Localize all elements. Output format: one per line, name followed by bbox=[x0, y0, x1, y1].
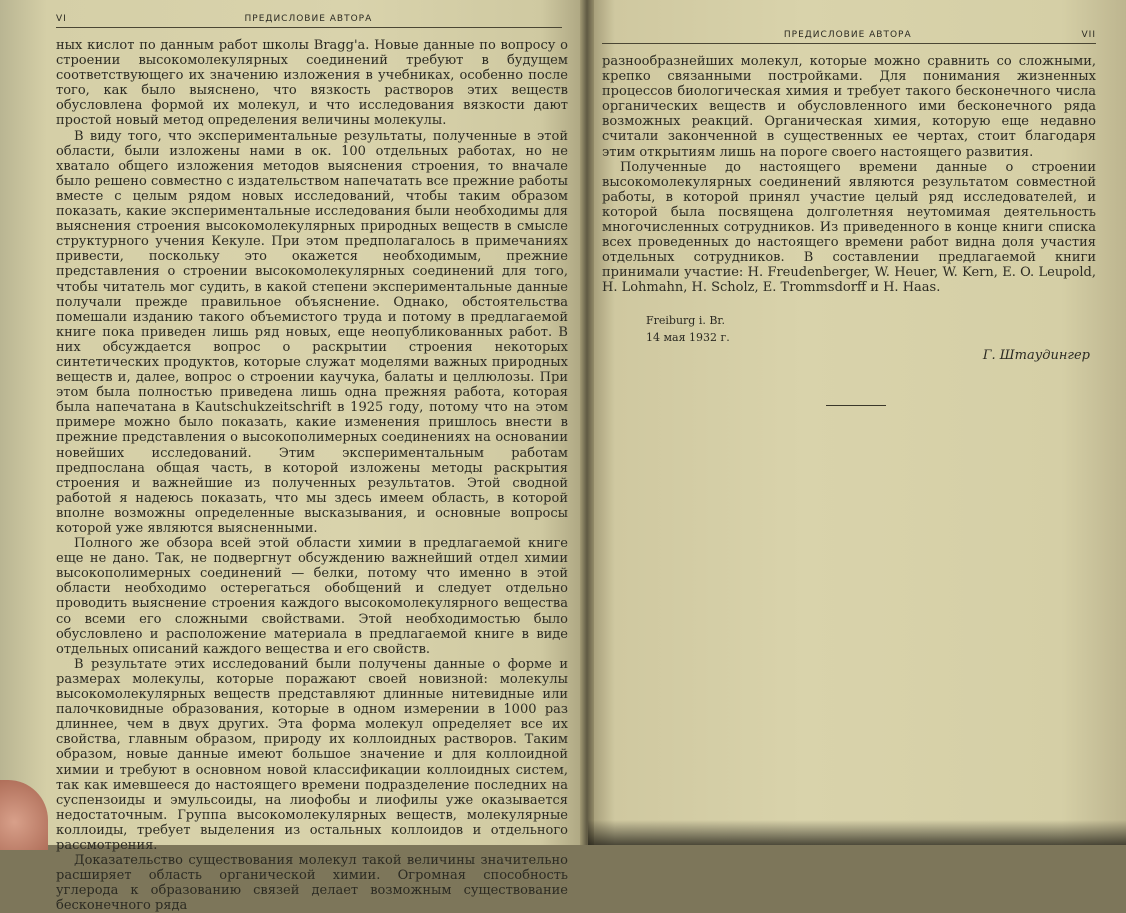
left-body-text bbox=[56, 38, 568, 913]
page-edge-shadow bbox=[588, 820, 1126, 845]
right-running-head bbox=[602, 30, 1096, 44]
book-spine bbox=[580, 0, 594, 845]
right-page-number: VII bbox=[1081, 30, 1096, 40]
right-running-title: ПРЕДИСЛОВИЕ АВТОРА bbox=[783, 30, 912, 40]
left-paragraph-3: Полного же обзора всей этой области химии в предлагаемой книге еще не дано. Так, не подвергнут обсуждению важнейший отдел химии высокополимерных соединений — белки, потому что именно в этой области необходимо остерегаться обобщений и следует отдельно проводить выяснение строения каждого высокомолекулярного вещества со всеми его сложными свойствами. Этой необходимостью было обусловлено и расположение материала в предлагаемой книге в виде отдельных описаний каждого вещества и его свойств. bbox=[56, 536, 568, 657]
right-body-text bbox=[596, 54, 1096, 296]
left-page-number: VI bbox=[56, 14, 67, 24]
right-page bbox=[588, 0, 1126, 845]
left-paragraph-5: Доказательство существования молекул такой величины значительно расширяет область органической химии. Огромная способность углерода к образованию связей делает возможным существование бесконечного ряда bbox=[56, 853, 568, 913]
signoff-block bbox=[596, 312, 1096, 346]
signoff-place: Freiburg i. Br. bbox=[646, 313, 725, 327]
signoff-date: 14 мая 1932 г. bbox=[646, 330, 730, 344]
left-paragraph-4: В результате этих исследований были получены данные о форме и размерах молекулы, которые поражают своей новизной: молекулы высокомолекулярных веществ представляют длинные нитевидные или палочковидные образования, которые в одном измерении в 1000 раз длиннее, чем в двух других. Эта форма молекул определяет все их свойства, главным образом, природу их коллоидных растворов. Таким образом, новые данные имеют большое значение и для коллоидной химии и требуют в основном новой классификации коллоидных систем, так как имевшееся до настоящего времени подразделение последних на суспензоиды и эмульсоиды, на лиофобы и лиофилы уже оказывается недостаточным. Группа высокомолекулярных веществ, молекулярные коллоиды, требует выделения из остальных коллоидов и отдельного рассмотрения. bbox=[56, 656, 568, 853]
left-running-head bbox=[56, 14, 562, 28]
right-paragraph-2: Полученные до настоящего времени данные о строении высокомолекулярных соединений являются результатом совместной работы, в которой принял участие целый ряд исследователей, и которой была посвящена долголетняя неутомимая деятельность многочисленных сотрудников. Из приведенного в конце книги списка всех проведенных до настоящего времени работ видна доля участия отдельных сотрудников. В составлении предлагаемой книги принимали участие: H. Freudenberger, W. Heuer, W. Kern, E. O. Leupold, H. Lohmahn, H. Scholz, E. Trommsdorff и H. Haas. bbox=[602, 159, 1096, 296]
author-signature: Г. Штаудингер bbox=[982, 347, 1090, 363]
left-running-title: ПРЕДИСЛОВИЕ АВТОРА bbox=[244, 14, 373, 24]
closing-rule bbox=[826, 405, 886, 406]
left-paragraph-1: ных кислот по данным работ школы Bragg'a. Новые данные по вопросу о строении высокомолекулярных соединений требуют в будущем соответствующего их значению изложения в учебниках, особенно после того, как было выяснено, что вязкость растворов этих веществ обусловлена формой их молекул, и что исследования вязкости дают простой новый метод определения величины молекулы. bbox=[56, 38, 568, 129]
right-paragraph-1: разнообразнейших молекул, которые можно сравнить со сложными, крепко связанными постройками. Для понимания жизненных процессов биологическая химия и требует такого бесконечного числа органических веществ и обусловленного ими бесконечного ряда возможных реакций. Органическая химия, которую еще недавно считали законченной в существенных ее чертах, стоит благодаря этим открытиям лишь на пороге своего настоящего развития. bbox=[602, 54, 1096, 160]
left-paragraph-2: В виду того, что экспериментальные результаты, полученные в этой области, были изложены нами в ок. 100 отдельных работах, но не хватало общего изложения методов выяснения строения, то вначале было решено совместно с издательством напечатать все прежние работы вместе с целым рядом новых исследований, чтобы таким образом показать, какие экспериментальные исследования были необходимы для выяснения строения высокомолекулярных природных веществ в смысле структурного учения Кекуле. При этом предполагалось в примечаниях привести, поскольку это окажется необходимым, прежние представления о строении высокомолекулярных соединений для того, чтобы читатель мог судить, в какой степени экспериментальные данные получали прежде правильное объяснение. Однако, обстоятельства помешали изданию такого объемистого труда и потому в предлагаемой книге пока приведен лишь ряд новых, еще неопубликованных работ. В них обсуждается вопрос о раскрытии строения некоторых синтетических продуктов, которые служат моделями важных природных веществ и, далее, вопрос о строении каучука, балаты и целлюлозы. При этом была полностью приведена лишь одна прежняя работа, которая была напечатана в Kautschukzeitschrift в 1925 году, потому что на этом примере можно было показать, какие изменения пришлось внести в прежние представления о высокополимерных соединениях на основании новейших исследований. Этим экспериментальным работам предпослана общая часть, в которой изложены методы раскрытия строения и важнейшие из полученных результатов. Этой сводной работой я надеюсь показать, что мы здесь имеем область, в которой вполне возможны определенные высказывания, и основные вопросы которой уже являются выясненными. bbox=[56, 128, 568, 536]
